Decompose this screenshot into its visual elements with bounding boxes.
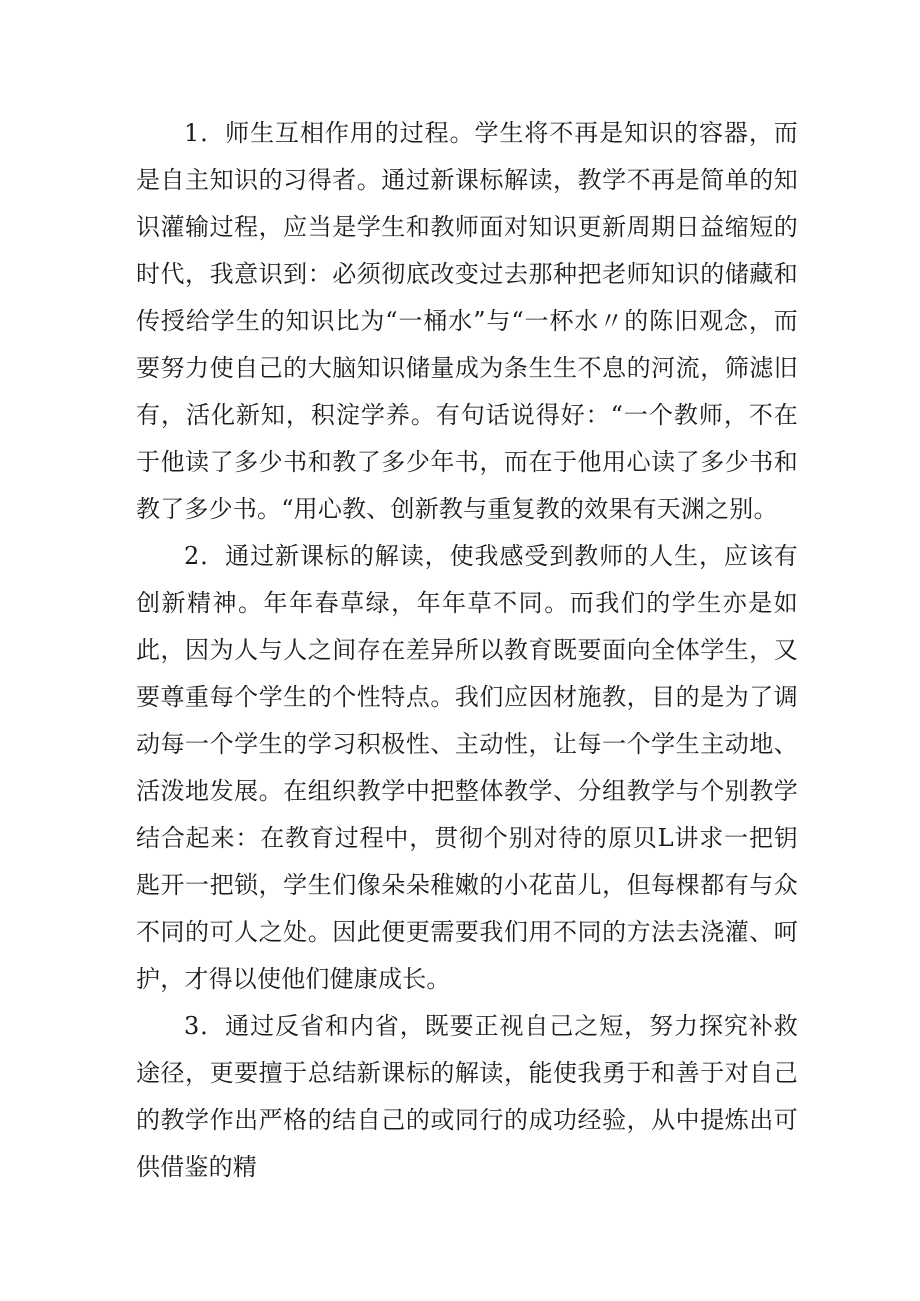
document-body [136,110,798,1191]
paragraph-3: 3．通过反省和内省，既要正视自己之短，努力探究补救途径，更要擅于总结新课标的解读，能使我勇于和善于对自己的教学作出严格的结自己的或同行的成功经验，从中提炼出可供借鉴的精 [136,1012,798,1181]
paragraph-1: 1．师生互相作用的过程。学生将不再是知识的容器，而是自主知识的习得者。通过新课标解读，教学不再是简单的知识灌输过程，应当是学生和教师面对知识更新周期日益缩短的时代，我意识到：必须彻底改变过去那种把老师知识的储藏和传授给学生的知识比为“一桶水”与“一杯水〃的陈旧观念，而要努力使自己的大脑知识储量成为条生生不息的河流，筛滤旧有，活化新知，积淀学养。有句话说得好：“一个教师，不在于他读了多少书和教了多少年书，而在于他用心读了多少书和教了多少书。“用心教、创新教与重复教的效果有天渊之别。 [136,119,798,523]
paragraph-2: 2．通过新课标的解读，使我感受到教师的人生，应该有创新精神。年年春草绿，年年草不同。而我们的学生亦是如此，因为人与人之间存在差异所以教育既要面向全体学生，又要尊重每个学生的个性特点。我们应因材施教，目的是为了调动每一个学生的学习积极性、主动性，让每一个学生主动地、活泼地发展。在组织教学中把整体教学、分组教学与个别教学结合起来：在教育过程中，贯彻个别对待的原贝L讲求一把钥匙开一把锁，学生们像朵朵稚嫩的小花苗儿，但每棵都有与众不同的可人之处。因此便更需要我们用不同的方法去浇灌、呵护，才得以使他们健康成长。 [136,542,798,993]
